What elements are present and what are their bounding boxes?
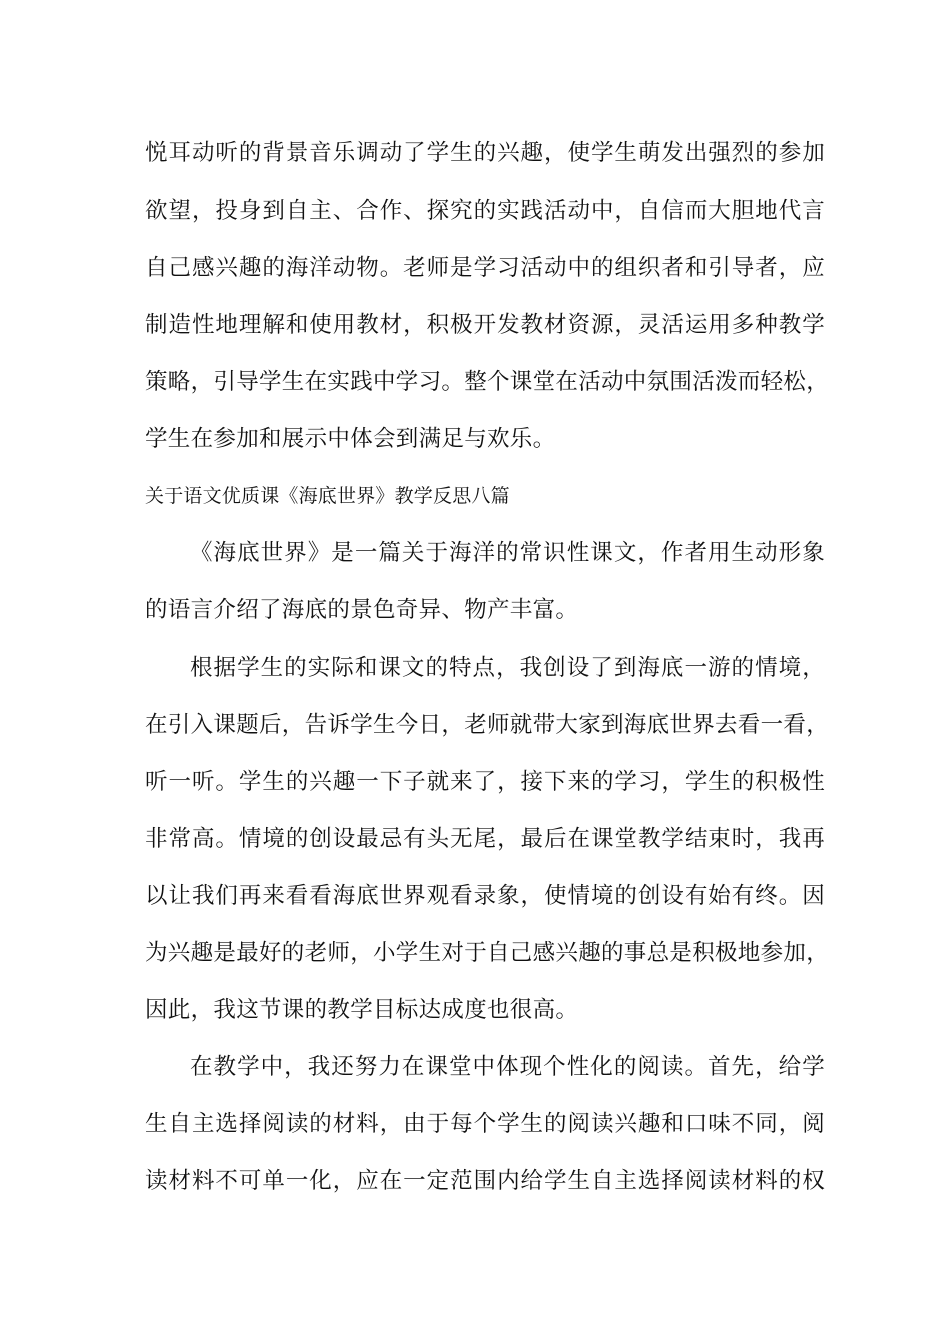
intro-line-1: 悦耳动听的背景音乐调动了学生的兴趣，使学生萌发出强烈的参加	[145, 140, 825, 166]
intro-line-5: 策略，引导学生在实践中学习。整个课堂在活动中氛围活泼而轻松，	[145, 369, 830, 395]
paragraph-2-line-5: 以让我们再来看看海底世界观看录象，使情境的创设有始有终。因	[145, 883, 825, 909]
paragraph-2-line-3: 听一听。学生的兴趣一下子就来了，接下来的学习，学生的积极性	[145, 769, 825, 795]
paragraph-3-line-2: 生自主选择阅读的材料，由于每个学生的阅读兴趣和口味不同，阅	[145, 1111, 825, 1137]
intro-line-3: 自己感兴趣的海洋动物。老师是学习活动中的组织者和引导者，应	[145, 255, 825, 281]
intro-line-4: 制造性地理解和使用教材，积极开发教材资源，灵活运用多种教学	[145, 312, 825, 338]
paragraph-1-line-2: 的语言介绍了海底的景色奇异、物产丰富。	[145, 597, 579, 623]
paragraph-3-line-3: 读材料不可单一化，应在一定范围内给学生自主选择阅读材料的权	[145, 1168, 825, 1194]
paragraph-1-line-1: 《海底世界》是一篇关于海洋的常识性课文，作者用生动形象	[190, 540, 825, 566]
paragraph-2-line-6: 为兴趣是最好的老师，小学生对于自己感兴趣的事总是积极地参加，	[145, 940, 830, 966]
intro-line-6: 学生在参加和展示中体会到满足与欢乐。	[145, 426, 556, 452]
intro-line-2: 欲望，投身到自主、合作、探究的实践活动中，自信而大胆地代言	[145, 198, 825, 224]
paragraph-2-line-1: 根据学生的实际和课文的特点，我创设了到海底一游的情境，	[190, 655, 825, 681]
paragraph-2-line-4: 非常高。情境的创设最忌有头无尾，最后在课堂教学结束时，我再	[145, 826, 825, 852]
paragraph-3-line-1: 在教学中，我还努力在课堂中体现个性化的阅读。首先，给学	[190, 1054, 825, 1080]
paragraph-2-line-7: 因此，我这节课的教学目标达成度也很高。	[145, 997, 579, 1023]
paragraph-2-line-2: 在引入课题后，告诉学生今日，老师就带大家到海底世界去看一看，	[145, 712, 830, 738]
section-heading: 关于语文优质课《海底世界》教学反思八篇	[145, 485, 510, 507]
